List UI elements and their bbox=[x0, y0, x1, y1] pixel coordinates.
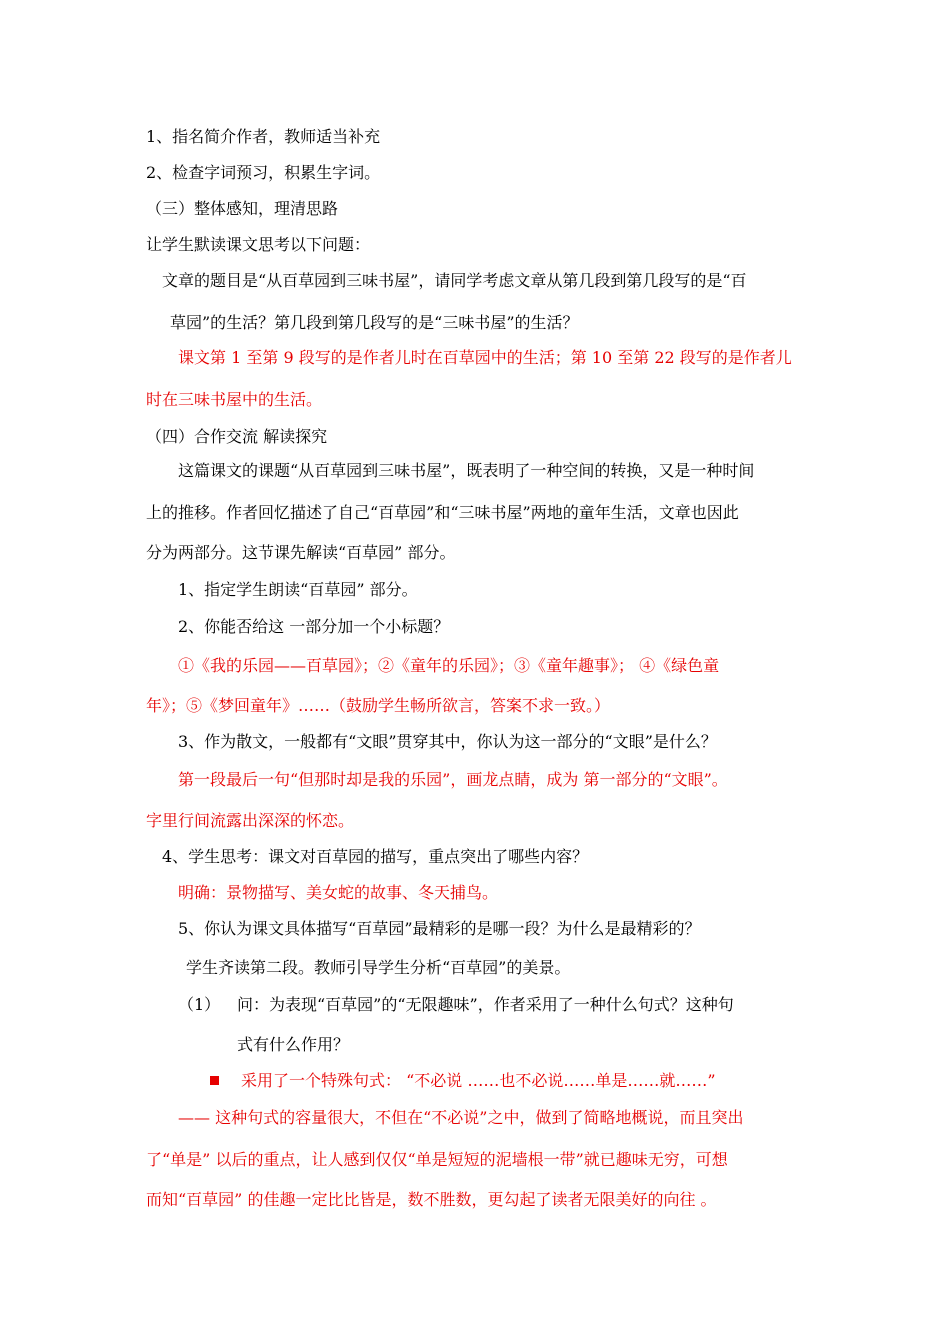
answer-line: 字里行间流露出深深的怀恋。 bbox=[146, 811, 355, 830]
paragraph-line: 分为两部分。这节课先解读“百草园” 部分。 bbox=[146, 543, 456, 562]
answer-line: 明确：景物描写、美女蛇的故事、冬天捕鸟。 bbox=[178, 883, 499, 902]
text-line: 2、检查字词预习，积累生字词。 bbox=[146, 163, 381, 182]
answer-line: 时在三味书屋中的生活。 bbox=[146, 390, 323, 409]
question-line: 5、你认为课文具体描写“百草园”最精彩的是哪一段？为什么是最精彩的？ bbox=[178, 919, 701, 938]
paragraph-line: 这篇课文的课题“从百草园到三味书屋”，既表明了一种空间的转换，又是一种时间 bbox=[178, 461, 755, 480]
paragraph-line: 上的推移。作者回忆描述了自己“百草园”和“三味书屋”两地的童年生活，文章也因此 bbox=[146, 503, 739, 522]
text-line: 让学生默读课文思考以下问题： bbox=[146, 235, 371, 254]
section-heading: （三）整体感知，理清思路 bbox=[146, 199, 339, 218]
answer-line: 而知“百草园” 的佳趣一定比比皆是，数不胜数，更勾起了读者无限美好的向往 。 bbox=[146, 1190, 717, 1209]
text-line: 1、指名简介作者，教师适当补充 bbox=[146, 127, 381, 146]
question-line: 1、指定学生朗读“百草园” 部分。 bbox=[178, 580, 418, 599]
answer-line: 课文第 1 至第 9 段写的是作者儿时在百草园中的生活；第 10 至第 22 段写的是作者儿 bbox=[178, 348, 792, 367]
question-line: 式有什么作用？ bbox=[237, 1035, 350, 1054]
answer-line: 了“单是” 以后的重点，让人感到仅仅“单是短短的泥墙根一带”就已趣味无穷，可想 bbox=[146, 1150, 728, 1169]
section-heading: （四）合作交流 解读探究 bbox=[146, 427, 328, 446]
answer-line: 年》；⑤《梦回童年》……（鼓励学生畅所欲言，答案不求一致。） bbox=[146, 696, 611, 715]
red-square-bullet-icon bbox=[210, 1076, 219, 1085]
question-line: 4、学生思考：课文对百草园的描写，重点突出了哪些内容？ bbox=[162, 847, 589, 866]
question-line: 草园”的生活？第几段到第几段写的是“三味书屋”的生活？ bbox=[170, 313, 579, 332]
question-line: 2、你能否给这 一部分加一个小标题？ bbox=[178, 617, 450, 636]
answer-line: ①《我的乐园——百草园》；②《童年的乐园》；③《童年趣事》； ④《绿色童 bbox=[178, 656, 720, 675]
question-line: 文章的题目是“从百草园到三味书屋”，请同学考虑文章从第几段到第几段写的是“百 bbox=[162, 271, 747, 290]
answer-line: —— 这种句式的容量很大，不但在“不必说”之中，做到了简略地概说，而且突出 bbox=[178, 1108, 744, 1127]
list-number: （1） bbox=[178, 995, 221, 1014]
text-line: 学生齐读第二段。教师引导学生分析“百草园”的美景。 bbox=[186, 958, 571, 977]
answer-text: 采用了一个特殊句式： “不必说 ……也不必说……单是……就……” bbox=[241, 1071, 716, 1090]
answer-line: 第一段最后一句“但那时却是我的乐园”，画龙点睛，成为 第一部分的“文眼”。 bbox=[178, 770, 728, 789]
question-line: 问：为表现“百草园”的“无限趣味”，作者采用了一种什么句式？这种句 bbox=[237, 995, 734, 1014]
question-line: 3、作为散文，一般都有“文眼”贯穿其中，你认为这一部分的“文眼”是什么？ bbox=[178, 732, 717, 751]
answer-line bbox=[210, 1071, 716, 1091]
